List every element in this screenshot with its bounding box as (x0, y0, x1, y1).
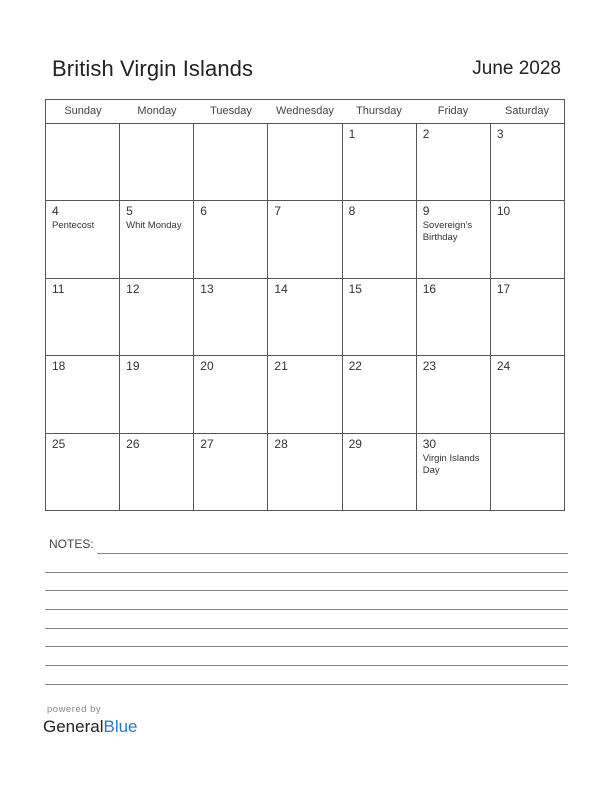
day-cell[interactable] (46, 124, 120, 200)
week-row (46, 201, 564, 278)
day-cell[interactable] (268, 356, 342, 432)
holiday-label: Sovereign’s Birthday (422, 220, 473, 244)
day-number: 3 (496, 127, 504, 141)
day-cell[interactable] (343, 279, 417, 355)
day-cell[interactable] (194, 279, 268, 355)
weekday-saturday: Saturday (504, 105, 550, 117)
weekday-thursday: Thursday (356, 105, 402, 117)
day-number: 18 (52, 359, 66, 374)
day-number: 6 (200, 204, 207, 219)
holiday-label: Pentecost (52, 220, 95, 232)
day-number: 27 (200, 436, 214, 451)
day-cell[interactable] (417, 434, 491, 511)
day-cell[interactable] (491, 124, 564, 200)
day-number: 12 (126, 281, 140, 296)
powered-by-text: powered by (47, 704, 102, 715)
day-cell[interactable] (46, 434, 120, 511)
day-cell[interactable] (194, 201, 268, 277)
day-cell[interactable] (491, 279, 564, 355)
day-cell[interactable] (268, 434, 342, 511)
day-number: 16 (422, 281, 437, 296)
notes-line (45, 609, 568, 610)
day-cell[interactable] (417, 356, 491, 432)
day-cell[interactable] (491, 356, 564, 432)
day-number: 10 (496, 204, 511, 219)
day-number: 20 (200, 359, 214, 374)
day-number: 29 (348, 436, 362, 451)
weekday-wednesday: Wednesday (276, 105, 334, 117)
day-cell[interactable] (268, 124, 342, 200)
day-number: 13 (200, 281, 214, 296)
notes-line (45, 572, 568, 573)
day-number: 14 (274, 281, 288, 296)
day-cell[interactable] (343, 201, 417, 277)
day-cell[interactable] (343, 434, 417, 511)
notes-line (45, 665, 568, 666)
day-cell[interactable] (120, 124, 194, 200)
week-row (46, 434, 564, 511)
calendar-grid (45, 99, 565, 511)
weekday-header-row (46, 100, 564, 124)
notes-line (45, 628, 568, 629)
day-number: 19 (126, 359, 140, 374)
day-number: 23 (422, 359, 437, 374)
day-number: 28 (274, 436, 288, 451)
weekday-sunday: Sunday (64, 105, 102, 117)
day-cell[interactable] (417, 279, 491, 355)
weekday-monday: Monday (137, 105, 177, 117)
day-cell[interactable] (46, 201, 120, 277)
week-row (46, 124, 564, 201)
day-number: 17 (496, 281, 511, 296)
day-number: 21 (274, 359, 288, 374)
day-number: 9 (422, 204, 430, 219)
notes-line (97, 553, 568, 554)
day-number: 8 (348, 204, 356, 219)
day-number: 1 (348, 127, 356, 141)
day-number: 25 (52, 436, 66, 451)
day-number: 30 (422, 436, 437, 451)
day-number: 2 (422, 127, 430, 141)
day-cell[interactable] (194, 434, 268, 511)
weekday-tuesday: Tuesday (210, 105, 252, 117)
day-number: 11 (52, 281, 65, 296)
weeks-container (46, 124, 564, 511)
day-cell[interactable] (417, 201, 491, 277)
day-number: 22 (348, 359, 362, 374)
generalblue-logo[interactable] (43, 717, 138, 737)
day-number: 15 (348, 281, 362, 296)
notes-line (45, 646, 568, 647)
day-cell[interactable] (120, 279, 194, 355)
day-cell[interactable] (46, 279, 120, 355)
day-cell[interactable] (268, 279, 342, 355)
calendar-month: June 2028 (472, 58, 561, 79)
holiday-label: Whit Monday (126, 220, 182, 232)
day-number: 24 (496, 359, 511, 374)
week-row (46, 356, 564, 433)
weekday-friday: Friday (437, 105, 469, 117)
day-cell[interactable] (491, 434, 564, 511)
holiday-label: Virgin Islands Day (422, 452, 480, 476)
brand-blue: Blue (103, 717, 138, 736)
calendar-title: British Virgin Islands (52, 56, 254, 81)
day-cell[interactable] (120, 201, 194, 277)
day-number: 4 (52, 204, 59, 219)
day-number: 7 (274, 204, 282, 219)
week-row (46, 279, 564, 356)
day-cell[interactable] (46, 356, 120, 432)
day-number: 26 (126, 436, 140, 451)
brand-general: General (43, 717, 104, 736)
day-cell[interactable] (343, 356, 417, 432)
day-cell[interactable] (194, 356, 268, 432)
day-cell[interactable] (194, 124, 268, 200)
day-cell[interactable] (343, 124, 417, 200)
notes-label: NOTES: (49, 537, 94, 551)
day-cell[interactable] (120, 356, 194, 432)
day-cell[interactable] (491, 201, 564, 277)
notes-line (45, 684, 568, 685)
day-cell[interactable] (417, 124, 491, 200)
day-cell[interactable] (268, 201, 342, 277)
day-cell[interactable] (120, 434, 194, 511)
notes-line (45, 590, 568, 591)
day-number: 5 (126, 204, 133, 219)
